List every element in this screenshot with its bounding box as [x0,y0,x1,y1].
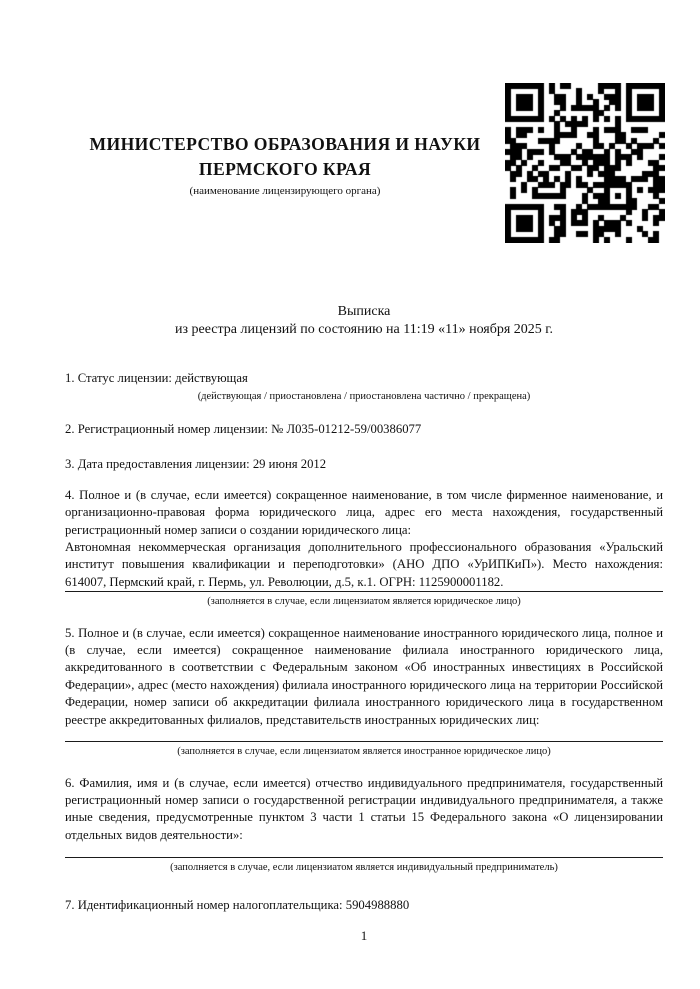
field-foreign-entity-caption: (заполняется в случае, если лицензиатом является иностранное юридическое лицо) [177,746,551,758]
document-body [0,303,700,944]
document-title [65,303,663,339]
authority-name-line2: ПЕРМСКОГО КРАЯ [198,159,372,179]
licensing-authority-block [65,83,505,198]
field-grant-date: 3. Дата предоставления лицензии: 29 июня 2012 [65,457,327,472]
authority-caption: (наименование лицензирующего органа) [189,185,381,197]
document-header [0,0,700,243]
field-individual-entrepreneur-label: 6. Фамилия, имя и (в случае, если имеется) отчество индивидуального предпринимателя, государственный регистрационный номер записи о государственной регистрации индивидуального предпринимателя, а также иные сведения, предусмотренные пунктом 3 части 1 статьи 15 Федерального закона «О лицензировании отдельных видов деятельности»: [65,775,663,842]
field-registration-number: 2. Регистрационный номер лицензии: № Л035-01212-59/00386077 [65,421,422,436]
field-legal-entity-caption: (заполняется в случае, если лицензиатом является юридическое лицо) [207,596,521,608]
field-foreign-entity-label: 5. Полное и (в случае, если имеется) сокращенное наименование иностранного юридического лица, полное и (в случае, если имеется) сокращенное наименование филиала иностранного юридического лица, аккредитованного в соответствии с Федеральным законом «Об иностранных инвестициях в Российской Федерации», адрес (место нахождения) филиала иностранного юридического лица на территории Российской Федерации, номер записи об аккредитации филиала иностранного юридического лица в государственном реестре аккредитованных филиалов, представительств иностранных юридических лиц: [65,625,663,727]
document-title-line1: Выписка [337,304,391,319]
field-license-status-caption: (действующая / приостановлена / приостановлена частично / прекращена) [197,391,531,403]
field-license-status: 1. Статус лицензии: действующая [65,371,248,385]
page-number: 1 [360,928,368,944]
licensing-authority-name [65,132,505,182]
field-legal-entity-label: 4. Полное и (в случае, если имеется) сокращенное наименование, в том числе фирменное наименование, и организационно-правовая форма юридического лица, адрес его места нахождения, государственный регистрационный номер записи о создании юридического лица: [65,487,663,537]
field-legal-entity-value: Автономная некоммерческая организация дополнительного профессионального образования «Уральский институт повышения квалификации и переподготовки» (АНО ДПО «УрИПКиП»). Место нахождения: 614007, Пермский край, г. Пермь, ул. Революции, д.5, к.1. ОГРН: 1125900001182. [65,539,663,592]
qr-code [505,83,665,243]
field-foreign-entity-value [65,729,663,742]
authority-name-line1: МИНИСТЕРСТВО ОБРАЗОВАНИЯ И НАУКИ [89,134,481,154]
field-taxpayer-number: 7. Идентификационный номер налогоплательщика: 5904988880 [65,897,410,912]
document-title-line2: из реестра лицензий по состоянию на 11:19 «11» ноября 2025 г. [175,322,553,337]
field-individual-entrepreneur-value [65,844,663,858]
field-individual-entrepreneur-caption: (заполняется в случае, если лицензиатом является индивидуальный предприниматель) [170,862,558,874]
